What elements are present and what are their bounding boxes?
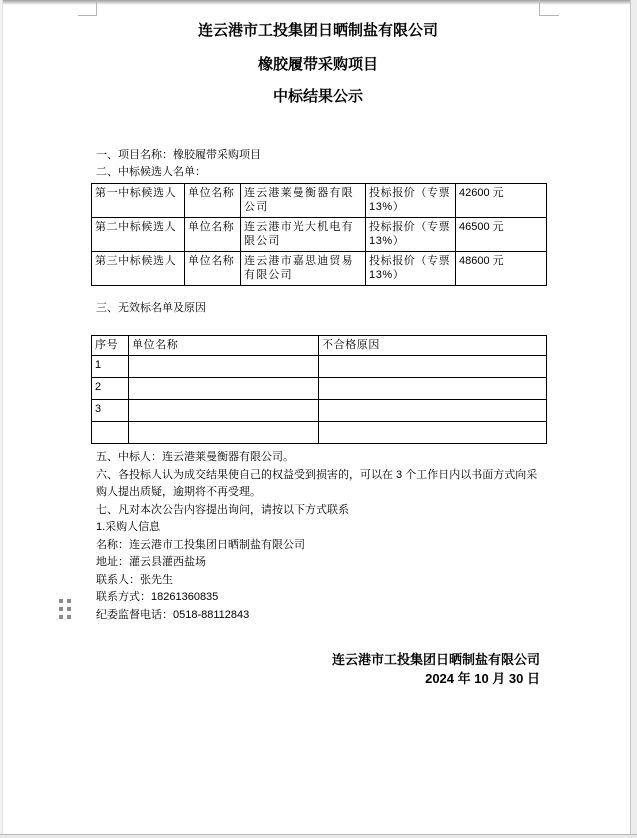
signature-block bbox=[96, 650, 540, 688]
contact-supervision-phone: 纪委监督电话：0518-88112843 bbox=[96, 608, 250, 621]
table-header-row bbox=[92, 336, 547, 356]
body-paragraphs bbox=[96, 449, 540, 624]
candidate-rank: 第二中标候选人 bbox=[92, 218, 185, 252]
invalid-company bbox=[129, 400, 319, 422]
table-row bbox=[92, 218, 547, 252]
section-project-name: 一、项目名称：橡胶履带采购项目 bbox=[96, 149, 261, 161]
contact-person: 联系人：张先生 bbox=[96, 573, 173, 586]
candidate-price: 42600 元 bbox=[456, 184, 547, 218]
invalid-no: 2 bbox=[92, 378, 129, 400]
signature-date: 2024 年 10 月 30 日 bbox=[425, 671, 540, 686]
page-bottom-edge bbox=[0, 834, 637, 838]
candidate-field-label: 单位名称 bbox=[185, 184, 241, 218]
invalid-no: 1 bbox=[92, 356, 129, 378]
document-title-company: 连云港市工投集团日晒制盐有限公司 bbox=[197, 22, 438, 39]
candidate-field-label: 单位名称 bbox=[185, 218, 241, 252]
candidate-price-label: 投标报价（专票13%） bbox=[366, 252, 456, 286]
invalid-reason bbox=[319, 356, 547, 378]
margin-crop-mark-top-left-icon bbox=[78, 0, 97, 16]
candidate-rank: 第三中标候选人 bbox=[92, 252, 185, 286]
margin-crop-mark-top-right-icon bbox=[539, 0, 559, 16]
invalid-company bbox=[129, 378, 319, 400]
signature-company: 连云港市工投集团日晒制盐有限公司 bbox=[331, 652, 540, 667]
contact-address: 地址：灌云县灌西盐场 bbox=[96, 556, 206, 568]
invalid-company bbox=[129, 356, 319, 378]
drag-handle-icon[interactable] bbox=[59, 599, 71, 619]
document-title-project: 橡胶履带采购项目 bbox=[257, 56, 378, 73]
candidate-field-label: 单位名称 bbox=[185, 252, 241, 286]
candidate-company: 连云港市嘉思迪贸易有限公司 bbox=[241, 252, 366, 286]
invalid-reason bbox=[319, 400, 547, 422]
table-row bbox=[92, 400, 547, 422]
table-row bbox=[92, 252, 547, 286]
invalid-bids-table bbox=[91, 335, 547, 444]
candidates-table bbox=[91, 183, 547, 286]
section-winner: 五、中标人：连云港莱曼衡器有限公司。 bbox=[96, 451, 294, 463]
invalid-company bbox=[129, 422, 319, 444]
candidate-price: 48600 元 bbox=[456, 252, 547, 286]
candidate-company: 连云港市光大机电有限公司 bbox=[241, 218, 366, 252]
invalid-reason bbox=[319, 378, 547, 400]
page-right-edge bbox=[630, 0, 637, 838]
candidate-rank: 第一中标候选人 bbox=[92, 184, 185, 218]
table-row bbox=[92, 378, 547, 400]
table-row bbox=[92, 184, 547, 218]
section-invalid-heading: 三、无效标名单及原因 bbox=[96, 302, 206, 314]
invalid-col-company: 单位名称 bbox=[129, 336, 319, 356]
invalid-col-no: 序号 bbox=[92, 336, 129, 356]
invalid-col-reason: 不合格原因 bbox=[319, 336, 547, 356]
purchaser-info-heading: 1.采购人信息 bbox=[96, 521, 161, 533]
invalid-reason bbox=[319, 422, 547, 444]
candidate-price: 46500 元 bbox=[456, 218, 547, 252]
table-row bbox=[92, 422, 547, 444]
document-title-announcement: 中标结果公示 bbox=[272, 88, 363, 105]
section-candidates-heading: 二、中标候选人名单： bbox=[96, 166, 206, 178]
invalid-no bbox=[92, 422, 129, 444]
candidate-price-label: 投标报价（专票13%） bbox=[366, 218, 456, 252]
section-objection: 六、各投标人认为成交结果使自己的权益受到损害的，可以在 3 个工作日内以书面方式向采购人提出质疑，逾期将不再受理。 bbox=[96, 468, 538, 498]
table-row bbox=[92, 356, 547, 378]
invalid-no: 3 bbox=[92, 400, 129, 422]
candidate-price-label: 投标报价（专票13%） bbox=[366, 184, 456, 218]
section-inquiry: 七、凡对本次公告内容提出询问，请按以下方式联系 bbox=[96, 503, 349, 516]
contact-phone: 联系方式：18261360835 bbox=[96, 591, 219, 603]
contact-name: 名称：连云港市工投集团日晒制盐有限公司 bbox=[96, 538, 305, 551]
page-left-edge bbox=[0, 0, 3, 838]
candidate-company: 连云港莱曼衡器有限公司 bbox=[241, 184, 366, 218]
